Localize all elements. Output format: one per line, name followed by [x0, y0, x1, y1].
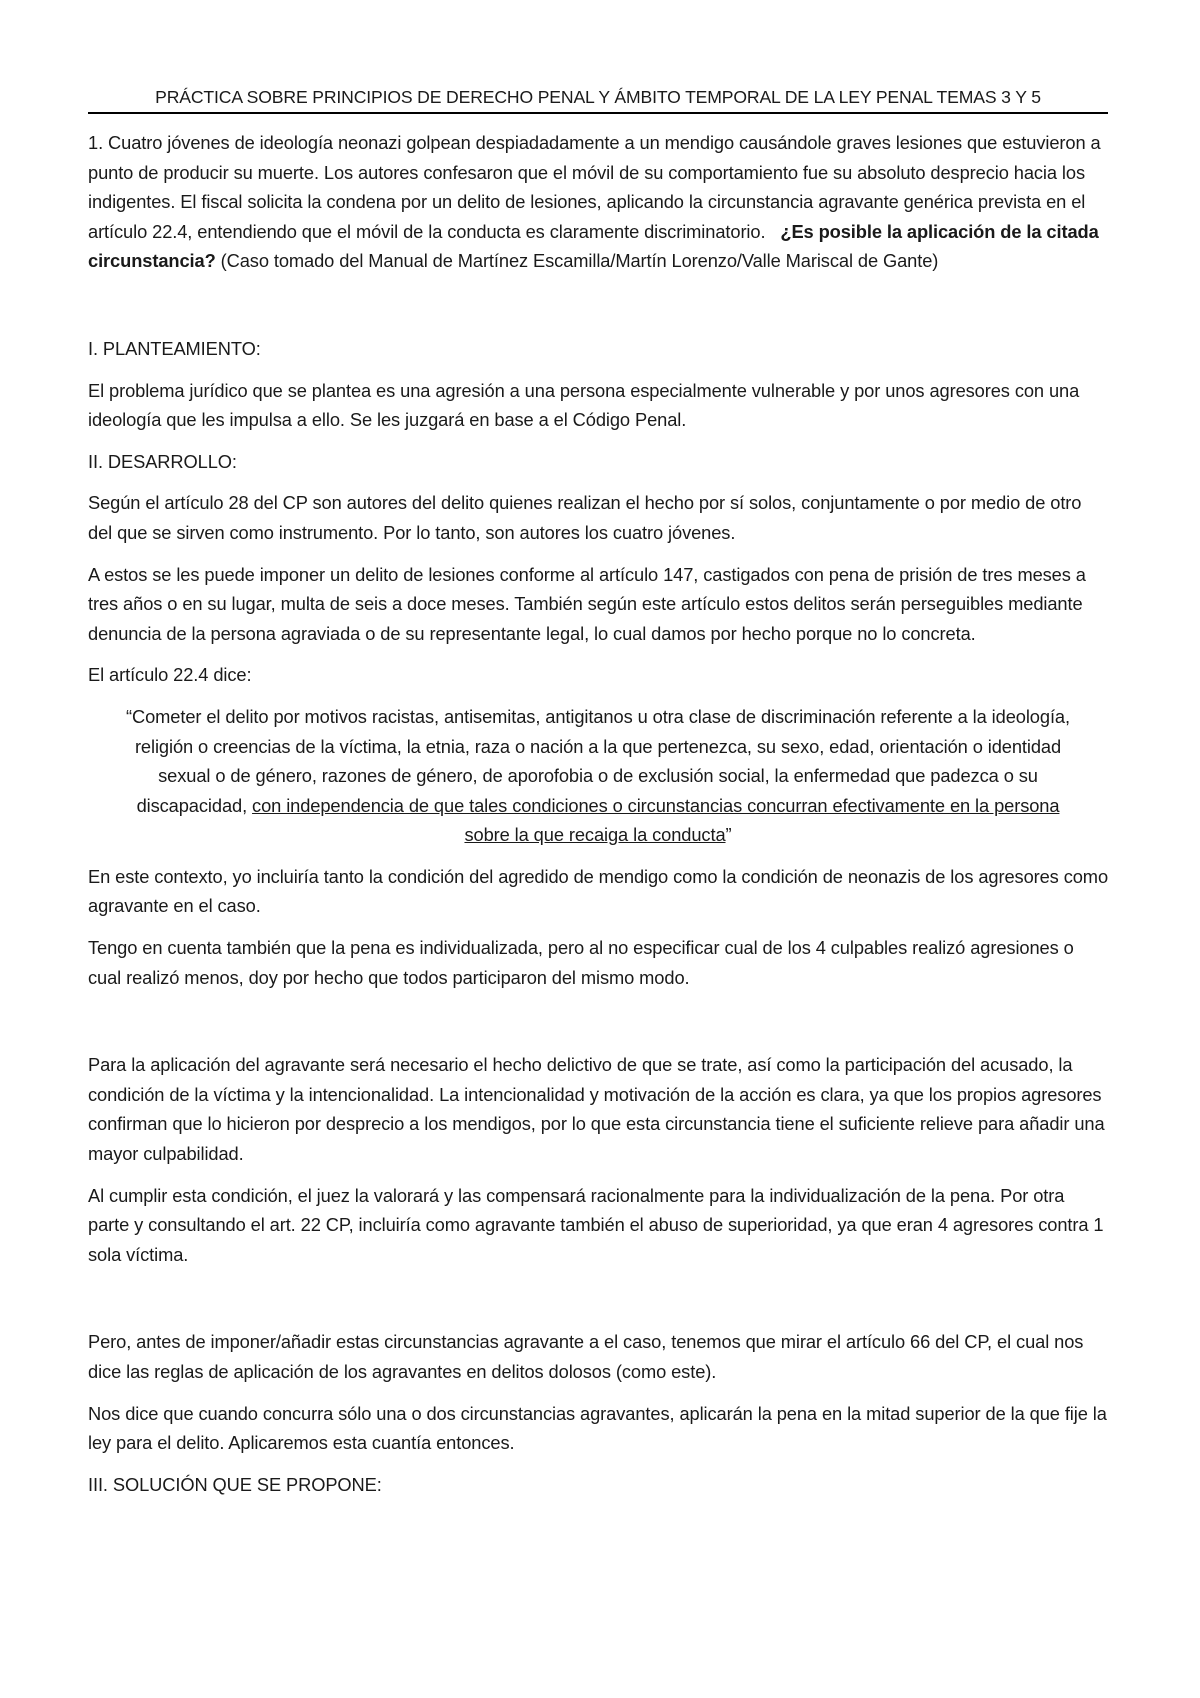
- quote-close: ”: [725, 824, 732, 846]
- spacer: [88, 1004, 1108, 1050]
- desarrollo-paragraph-7: Al cumplir esta condición, el juez la valorará y las compensará racionalmente para la individualización de la pena. Por otra parte y consultando el art. 22 CP, incluiría como agravante también el abuso de superioridad, ya que eran 4 agresores contra 1 sola víctima.: [88, 1184, 1104, 1265]
- planteamiento-paragraph: El problema jurídico que se plantea es una agresión a una persona especialmente vulnerable y por unos agresores con una ideología que les impulsa a ello. Se les juzgará en base a el Código Penal.: [88, 379, 1080, 431]
- desarrollo-paragraph-8: Pero, antes de imponer/añadir estas circunstancias agravante a el caso, tenemos que mirar el artículo 66 del CP, el cual nos dice las reglas de aplicación de los agravantes en delitos dolosos (como este).: [88, 1331, 1084, 1382]
- desarrollo-paragraph-1: Según el artículo 28 del CP son autores del delito quienes realizan el hecho por sí solos, conjuntamente o por medio de otro del que se sirven como instrumento. Por lo tanto, son autores los cuatro jóvenes.: [88, 492, 1082, 543]
- desarrollo-paragraph-5: Tengo en cuenta también que la pena es individualizada, pero al no especificar cual de los 4 culpables realizó agresiones o cual realizó menos, doy por hecho que todos participaron del mismo modo.: [88, 937, 1074, 988]
- question-source: (Caso tomado del Manual de Martínez Escamilla/Martín Lorenzo/Valle Mariscal de Gante): [215, 250, 939, 272]
- desarrollo-paragraph-4: En este contexto, yo incluiría tanto la condición del agredido de mendigo como la condición de neonazis de los agresores como agravante en el caso.: [88, 865, 1109, 917]
- document-header: PRÁCTICA SOBRE PRINCIPIOS DE DERECHO PENAL Y ÁMBITO TEMPORAL DE LA LEY PENAL TEMAS 3 Y 5: [88, 86, 1108, 114]
- desarrollo-paragraph-6: Para la aplicación del agravante será necesario el hecho delictivo de que se trate, así como la participación del acusado, la condición de la víctima y la intencionalidad. La intencionalidad y motivación de la acción es clara, ya que los propios agresores confirman que lo hicieron por desprecio a los mendigos, por lo que esta circunstancia tiene el suficiente relieve para añadir una mayor culpabilidad.: [88, 1054, 1105, 1165]
- desarrollo-paragraph-2: A estos se les puede imponer un delito de lesiones conforme al artículo 147, castigados con pena de prisión de tres meses a tres años o en su lugar, multa de seis a doce meses. También según este artículo estos delitos serán perseguibles mediante denuncia de la persona agraviada o de su representante legal, lo cual damos por hecho porque no lo concreta.: [88, 563, 1086, 644]
- quote-underlined-text: con independencia de que tales condiciones o circunstancias concurran efectivamente en la persona sobre la que recaiga la conducta: [252, 794, 1060, 846]
- desarrollo-paragraph-9: Nos dice que cuando concurra sólo una o dos circunstancias agravantes, aplicarán la pena en la mitad superior de la que fije la ley para el delito. Aplicaremos esta cuantía entonces.: [88, 1402, 1107, 1454]
- quote-text: “Cometer el delito por motivos racistas, antisemitas, antigitanos u otra clase de discriminación referente a la ideología, religión o creencias de la víctima, la etnia, raza o nación a la que pertenezca, su sexo, edad, orientación o identidad sexual o de género, razones de género, de aporofobia o de exclusión social, la enfermedad que padezca o su discapacidad,: [126, 705, 1070, 816]
- question-bold: ¿Es posible la aplicación de la citada circunstancia?: [88, 220, 1099, 272]
- spacer: [88, 288, 1108, 334]
- question-text: 1. Cuatro jóvenes de ideología neonazi golpean despiadadamente a un mendigo causándole graves lesiones que estuvieron a punto de producir su muerte. Los autores confesaron que el móvil de su comportamiento fue su absoluto desprecio hacia los indigentes. El fiscal solicita la condena por un delito de lesiones, aplicando la circunstancia agravante genérica prevista en el artículo 22.4, entendiendo que el móvil de la conducta es claramente discriminatorio.: [88, 132, 1101, 242]
- question-paragraph: [88, 128, 1108, 276]
- article-quote: [88, 702, 1108, 850]
- section-heading-solucion: III. SOLUCIÓN QUE SE PROPONE:: [88, 1473, 382, 1495]
- section-heading-planteamiento: I. PLANTEAMIENTO:: [88, 337, 261, 359]
- spacer: [88, 1281, 1108, 1327]
- desarrollo-paragraph-3: El artículo 22.4 dice:: [88, 664, 252, 686]
- section-heading-desarrollo: II. DESARROLLO:: [88, 450, 237, 472]
